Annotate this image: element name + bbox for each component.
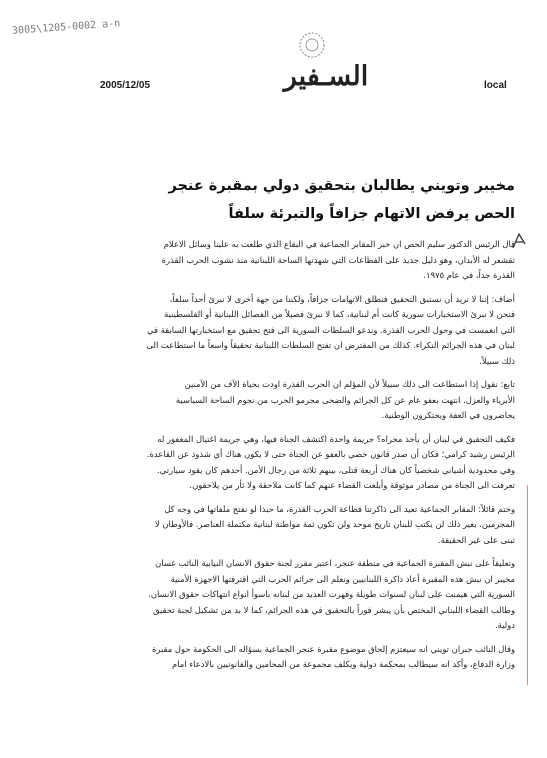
article-line: وفي محدودية أشياني شخصياً كان هناك أربعة قتلى، بينهم ثلاثة من رجال الأمن. أحدهم كان يقود سيارتي. <box>157 464 515 475</box>
issue-date: 2005/12/05 <box>100 80 151 91</box>
article-paragraph <box>50 642 515 673</box>
article-line: يحاضرون في العفة ويحتكرون الوطنية. <box>381 410 515 420</box>
article-line: وزارة الدفاع، وأكد انه سيطالب بمحكمة دولية ويكلف مجموعة من المحامين والقانونيين بالادعاء امام <box>172 659 515 669</box>
article-line: مخيبر ان نبش هذه المقبرة أعاد ذاكرة اللبنانيين ونعلم الى جرائم الحرب التي اقترفتها الاجهزة الأمنية <box>170 573 515 584</box>
article-line: فكيف التحقيق في لبنان أن يأخذ مجراه؟ جريمة واحدة اكتشف الجناة فيها، وهي جريمة اغتيال المغفور له <box>157 433 515 444</box>
section-label: local <box>484 80 507 91</box>
article-body <box>50 237 515 681</box>
article-paragraph <box>50 292 515 370</box>
headline-line: الحص يرفض الاتهام جزافاً والتبرئة سلفاً <box>228 206 515 222</box>
article-paragraph <box>50 237 515 284</box>
article-line: التي انغمست في وحول الحرب القذرة. وندعو السلطات السورية الى فتح تحقيق مع استخبارتها السابقة في <box>147 324 515 335</box>
newspaper-logo: السـفير <box>283 61 369 92</box>
article-line: الأبرياء والعزل. انتهت بعفو عام عن كل الجرائم والضحى مجرمو الحرب من نجوم الساحة السياسية <box>175 394 515 405</box>
margin-red-line <box>527 485 528 685</box>
article-paragraph <box>50 502 515 549</box>
article-line: لبنان في هذه الجرائم النكراء. كذلك من المفترض ان تفتح السلطات اللبنانية تحقيقاً واسعاً ما استطاعت الى <box>146 340 515 350</box>
article-line: أضاف: إننا لا نريد أن نستبق التحقيق فنطلق الاتهامات جزافاً، ولكننا من جهة أخرى لا نبرئ أحداً سلفاً، <box>169 293 515 304</box>
article-line: تابع: نقول إذا استطاعت الى ذلك سبيلاً لأن المؤلم ان الحرب القذرة اودت بحياة الآف من الآمنين <box>184 379 515 389</box>
article-line: وختم قائلاً: المقابر الجماعية تعيد الى ذاكرتنا فظاعة الحرب القذرة، ما حبذا لو نفتح ملفاتها في وجه كل <box>164 503 515 514</box>
article-line: وتعليقاً على نبش المقبرة الجماعية في منطقة عنجر، اعتبر مقرر لجنة حقوق الانسان النيابية النائب غسان <box>155 558 515 568</box>
article-line: وطالب القضاء اللبناني المختص بأن يبشر فوراً بالتحقيق في هذه الجرائم، كما لا بد من تشكيل لجنة تحقيق <box>153 604 515 615</box>
article-line: تبنى على غير الحقيقة. <box>437 534 515 545</box>
article-line: فنحن لا نبرئ الاستخبارات سورية كانت أم لبنانية، كما لا نبرئ فصيلاً من الفصائل اللبنانية أو الفلسطينية <box>164 309 515 319</box>
article-line: المجرمين. بغير ذلك لن يكتب للبنان تاريخ موحد ولن تكون ثمة مواطنة لبنانية مكتملة العناصر. فالأوطان لا <box>154 519 515 529</box>
article-paragraph <box>50 556 515 634</box>
article-paragraph <box>50 377 515 424</box>
article-line: ذلك سبيلاً. <box>479 355 515 366</box>
article-line: قال الرئيس الدكتور سليم الحص ان خبر المقابر الجماعية في البقاع الذي طلعت به علينا وسائل الاعلام <box>163 239 515 249</box>
article-line: القذرة جداً، في عام ١٩٧٥. <box>423 270 515 280</box>
article-line: تقشعر له الأبدان، وهو دليل جديد على الفظاعات التي شهدتها الساحة اللبنانية منذ نشوب الحرب القذرة <box>161 254 515 265</box>
article-line: الرئيس رشيد كرامي؛ فكان أن صدر قانون خصي بالعفو عن الجناة حتى لا يكون هناك أي شذوذ عن القاعدة. <box>146 449 515 459</box>
article-line: تعرفت الى الجناة من مصادر موثوقة وأبلغت القضاء عنهم كما كانت ملاحقة ولا ثأر من يلاحقون. <box>189 480 515 490</box>
article-line: دولية. <box>494 620 515 630</box>
article-line: السورية التي هيمنت على لبنان لسنوات طويلة وفهرت العديد من لبنانه باسوأ انواع انتهاكات حقوق الانسان. <box>148 589 515 599</box>
newspaper-logo-icon <box>297 30 327 60</box>
headline-line: مخيبر وتويني يطالبان بتحقيق دولي بمقبرة عنجر <box>168 178 515 194</box>
article-line: وقال النائب جبران تويني انه سيعتزم إلحاق موضوع مقبرة عنجر الجماعية بسؤاله الى الحكومة حول مقبرة <box>152 643 515 654</box>
archive-stamp: 3005\1205-0002 a-n <box>11 18 121 37</box>
article-paragraph <box>50 432 515 494</box>
headline <box>60 172 515 228</box>
